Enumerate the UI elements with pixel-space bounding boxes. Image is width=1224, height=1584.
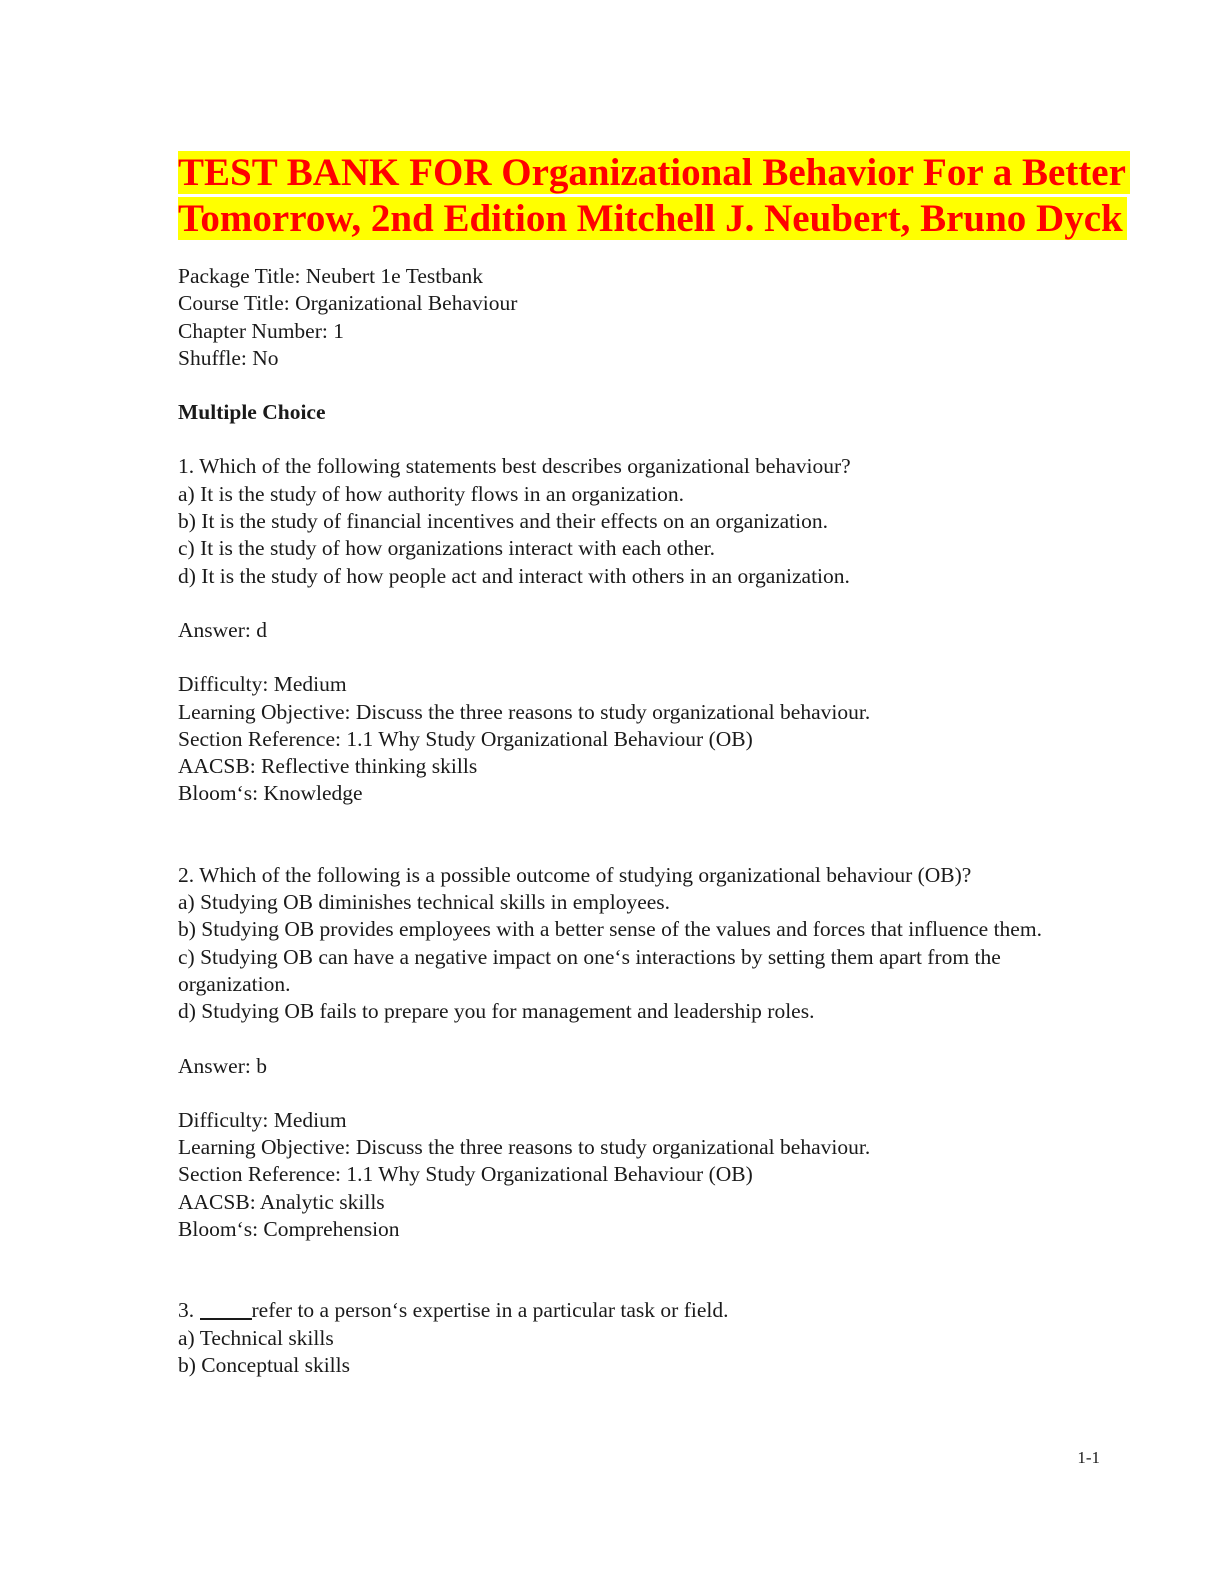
package-title: Package Title: Neubert 1e Testbank [178,264,484,288]
blooms: Bloom‘s: Knowledge [178,781,363,806]
option-c: c) It is the study of how organizations interact with each other. [178,536,715,561]
chapter-number: Chapter Number: 1 [178,318,344,343]
option-c: c) Studying OB can have a negative impact on one‘s interactions by setting them apart from the organization. [178,944,1001,996]
multiple-choice-heading: Multiple Choice [178,400,326,425]
document-title [178,150,1158,242]
question-1-metadata [178,671,1158,807]
title-line-1: TEST BANK FOR Organizational Behavior For a Better [178,151,1130,194]
question-2 [178,862,1158,1026]
blooms: Bloom‘s: Comprehension [178,1217,400,1242]
difficulty: Difficulty: Medium [178,672,347,697]
title-line-2: Tomorrow, 2nd Edition Mitchell J. Neubert, Bruno Dyck [178,197,1127,240]
question-text [178,1297,1158,1324]
page-content [178,150,1158,1379]
fill-in-blank [200,1298,252,1320]
option-b: b) Conceptual skills [178,1352,350,1377]
question-rest: refer to a person‘s expertise in a particular task or field. [251,1298,729,1323]
aacsb: AACSB: Reflective thinking skills [178,754,478,779]
page-number: 1-1 [1077,1448,1100,1467]
shuffle-setting: Shuffle: No [178,345,279,370]
option-d: d) Studying OB fails to prepare you for management and leadership roles. [178,999,815,1024]
option-a: a) It is the study of how authority flows in an organization. [178,481,684,506]
option-b: b) Studying OB provides employees with a better sense of the values and forces that influence them. [178,917,1042,942]
package-metadata [178,263,1158,372]
option-a: a) Studying OB diminishes technical skills in employees. [178,890,671,915]
answer-text: Answer: b [178,1053,267,1078]
question-2-answer [178,1053,1158,1080]
option-a: a) Technical skills [178,1325,334,1350]
course-title: Course Title: Organizational Behaviour [178,291,518,316]
question-text: 1. Which of the following statements best describes organizational behaviour? [178,454,851,479]
option-d: d) It is the study of how people act and interact with others in an organization. [178,563,850,588]
difficulty: Difficulty: Medium [178,1107,347,1132]
learning-objective: Learning Objective: Discuss the three reasons to study organizational behaviour. [178,699,871,724]
learning-objective: Learning Objective: Discuss the three reasons to study organizational behaviour. [178,1135,871,1160]
question-2-metadata [178,1107,1158,1243]
section-reference: Section Reference: 1.1 Why Study Organizational Behaviour (OB) [178,1162,753,1187]
question-number: 3. [178,1298,195,1323]
aacsb: AACSB: Analytic skills [178,1189,385,1214]
answer-text: Answer: d [178,617,267,642]
section-heading [178,399,1158,426]
section-reference: Section Reference: 1.1 Why Study Organizational Behaviour (OB) [178,726,753,751]
option-b: b) It is the study of financial incentives and their effects on an organization. [178,509,828,534]
question-3 [178,1297,1158,1379]
question-1-answer [178,617,1158,644]
question-text: 2. Which of the following is a possible outcome of studying organizational behaviour (OB)? [178,862,972,887]
question-1 [178,453,1158,589]
